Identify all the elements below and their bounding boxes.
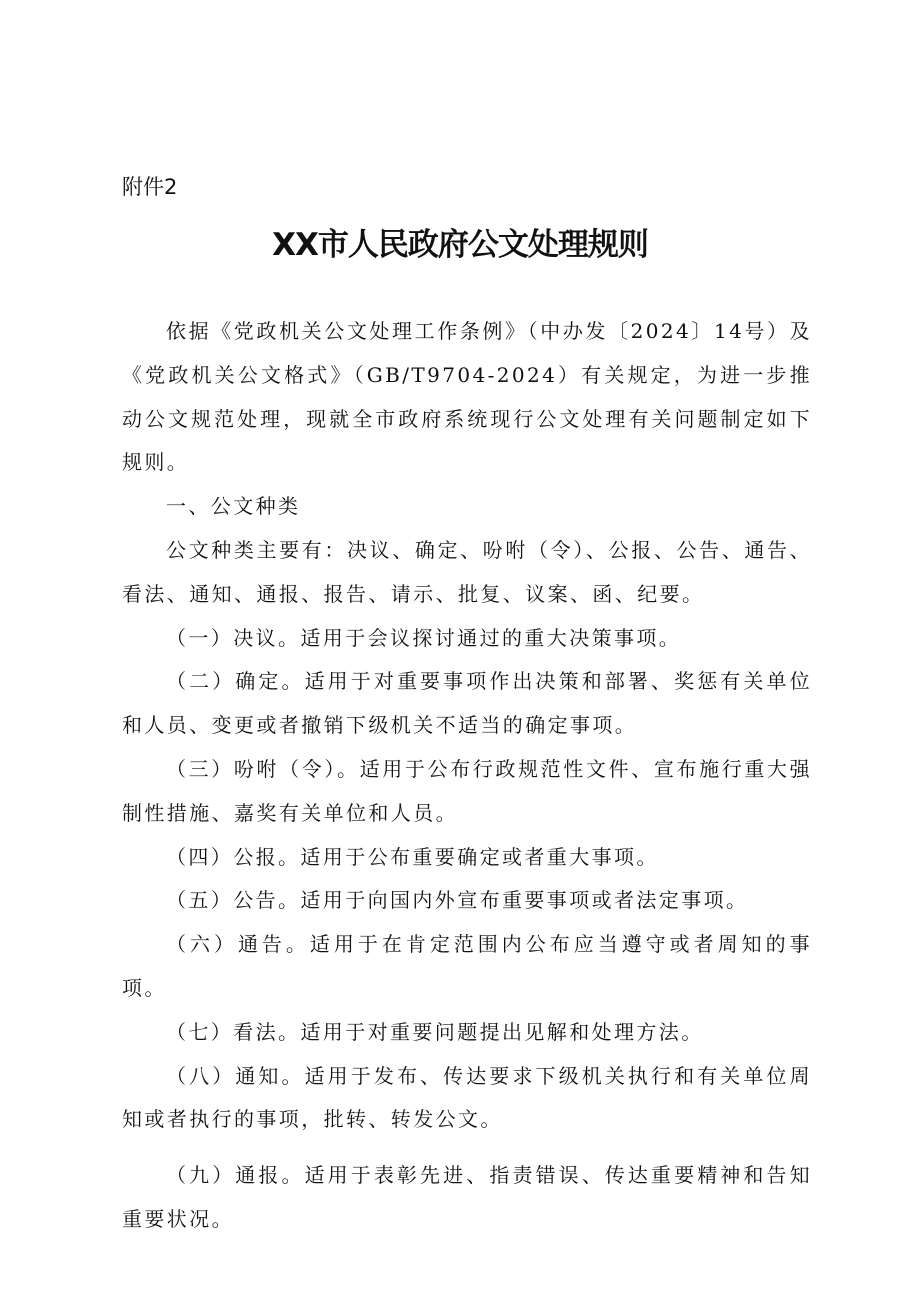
paragraph-item-7-opinion: （七）看法。适用于对重要问题提出见解和处理方法。 bbox=[166, 1019, 704, 1044]
paragraph-item-2-decision: （二）确定。适用于对重要事项作出决策和部署、奖惩有关单位和人员、变更或者撤销下级机关不适当的确定事项。 bbox=[122, 669, 812, 738]
paragraph-item-4-communique: （四）公报。适用于公布重要确定或者重大事项。 bbox=[166, 844, 659, 869]
paragraph-item-6-notice: （六）通告。适用于在肯定范围内公布应当遵守或者周知的事项。 bbox=[122, 932, 812, 1000]
paragraph-item-5-announcement: （五）公告。适用于向国内外宣布重要事项或者法定事项。 bbox=[166, 888, 749, 913]
paragraph-item-1-resolution: （一）决议。适用于会议探讨通过的重大决策事项。 bbox=[166, 625, 682, 650]
document-title: XX市人民政府公文处理规则 bbox=[272, 227, 648, 263]
paragraph-item-8-notification: （八）通知。适用于发布、传达要求下级机关执行和有关单位周知或者执行的事项，批转、转发公文。 bbox=[122, 1063, 812, 1132]
paragraph-item-3-order: （三）吩咐（令）。适用于公布行政规范性文件、宣布施行重大强制性措施、嘉奖有关单位和人员。 bbox=[122, 756, 812, 825]
paragraph-item-9-bulletin: （九）通报。适用于表彰先进、指责错误、传达重要精神和告知重要状况。 bbox=[122, 1163, 812, 1231]
document-body bbox=[122, 310, 812, 1242]
section-heading-document-types: 一、公文种类 bbox=[166, 494, 301, 519]
annex-label: 附件2 bbox=[122, 175, 178, 199]
paragraph-document-types-list: 公文种类主要有：决议、确定、吩咐（令）、公报、公告、通告、看法、通知、通报、报告、请示、批复、议案、函、纪要。 bbox=[122, 537, 812, 606]
paragraph-preamble: 依据《党政机关公文处理工作条例》（中办发〔2024〕14号）及《党政机关公文格式》（GB/T9704-2024）有关规定，为进一步推动公文规范处理，现就全市政府系统现行公文处理有关问题制定如下规则。 bbox=[122, 319, 812, 475]
